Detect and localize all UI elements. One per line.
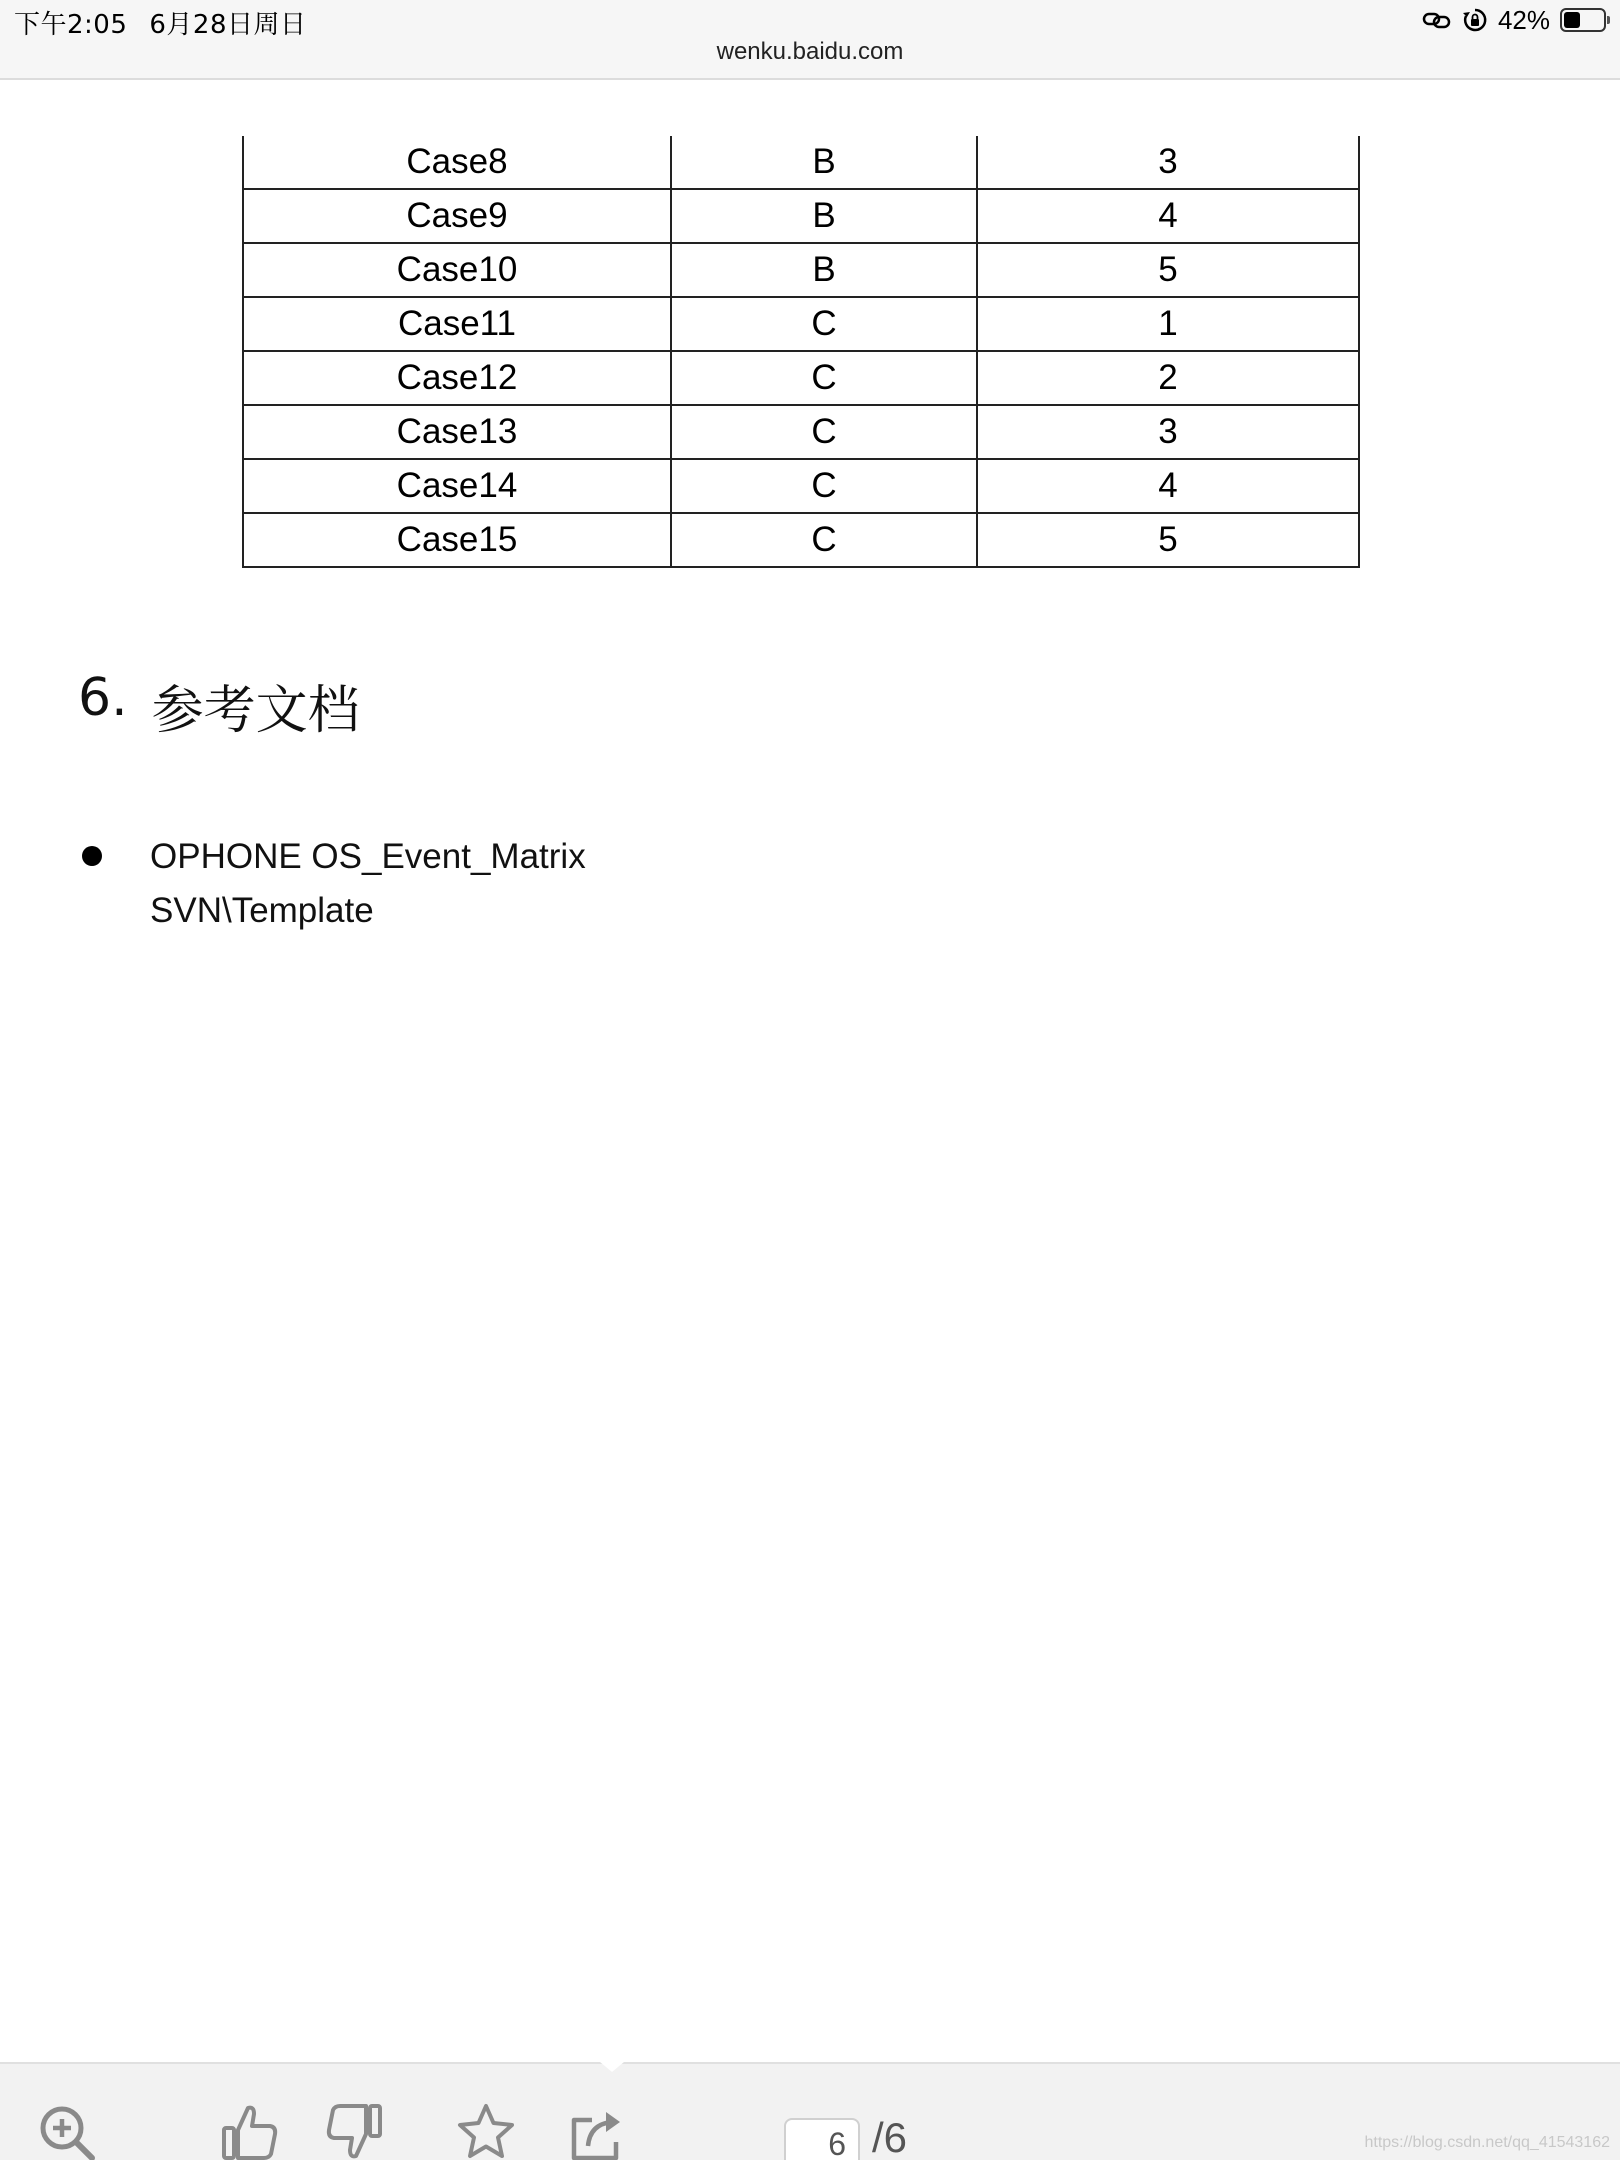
- page-total: /6: [872, 2114, 908, 2160]
- thumbs-down-icon: [324, 2102, 384, 2160]
- table-cell: 2: [977, 351, 1359, 405]
- status-right: [1422, 4, 1606, 36]
- table-cell: C: [671, 351, 977, 405]
- table-row: [243, 136, 1359, 189]
- reference-list: [78, 830, 586, 938]
- status-left: [14, 4, 307, 41]
- table-cell: Case15: [243, 513, 671, 567]
- table-row: [243, 459, 1359, 513]
- section-number: 6.: [78, 668, 128, 728]
- table-row: [243, 297, 1359, 351]
- table-cell: Case10: [243, 243, 671, 297]
- table-cell: 3: [977, 405, 1359, 459]
- table-row: [243, 513, 1359, 567]
- share-icon: [568, 2102, 628, 2160]
- section-title: 参考文档: [151, 681, 360, 741]
- case-table-body: [243, 136, 1359, 567]
- zoom-in-button[interactable]: [36, 2102, 96, 2160]
- table-cell: 5: [977, 243, 1359, 297]
- list-item: [78, 830, 586, 938]
- table-cell: 4: [977, 189, 1359, 243]
- section-heading: [78, 668, 360, 743]
- reference-line-1: OPHONE OS_Event_Matrix: [150, 837, 586, 876]
- favorite-button[interactable]: [456, 2102, 516, 2160]
- table-cell: Case8: [243, 136, 671, 189]
- rotation-lock-icon: [1462, 7, 1488, 33]
- battery-icon: [1560, 8, 1606, 32]
- table-cell: Case9: [243, 189, 671, 243]
- zoom-in-icon: [36, 2102, 96, 2160]
- table-cell: C: [671, 513, 977, 567]
- table-cell: C: [671, 459, 977, 513]
- table-cell: B: [671, 243, 977, 297]
- case-table: [242, 136, 1360, 568]
- page-number-input[interactable]: [784, 2118, 860, 2160]
- table-row: [243, 243, 1359, 297]
- table-cell: B: [671, 136, 977, 189]
- toolbar-notch: [600, 2062, 624, 2072]
- table-cell: 3: [977, 136, 1359, 189]
- top-bar: [0, 0, 1620, 80]
- status-time: 下午2:05: [14, 10, 128, 40]
- table-cell: C: [671, 405, 977, 459]
- table-cell: Case12: [243, 351, 671, 405]
- dislike-button[interactable]: [324, 2102, 384, 2160]
- reference-line-2: SVN\Template: [150, 891, 374, 930]
- table-cell: 4: [977, 459, 1359, 513]
- table-cell: 5: [977, 513, 1359, 567]
- url-text[interactable]: wenku.baidu.com: [716, 38, 904, 65]
- watermark: https://blog.csdn.net/qq_41543162: [1364, 2134, 1610, 2151]
- table-cell: 1: [977, 297, 1359, 351]
- bullet-icon: [82, 846, 102, 866]
- table-cell: Case14: [243, 459, 671, 513]
- table-row: [243, 351, 1359, 405]
- link-icon: [1422, 8, 1452, 32]
- table-cell: C: [671, 297, 977, 351]
- thumbs-up-icon: [220, 2102, 280, 2160]
- battery-percent: 42%: [1497, 4, 1550, 35]
- star-icon: [456, 2102, 516, 2160]
- table-row: [243, 405, 1359, 459]
- table-cell: Case13: [243, 405, 671, 459]
- like-button[interactable]: [220, 2102, 280, 2160]
- share-button[interactable]: [568, 2102, 628, 2160]
- table-row: [243, 189, 1359, 243]
- bottom-toolbar: [0, 2062, 1620, 2160]
- battery-fill: [1564, 12, 1580, 28]
- status-date: 6月28日周日: [149, 10, 307, 40]
- table-cell: Case11: [243, 297, 671, 351]
- table-cell: B: [671, 189, 977, 243]
